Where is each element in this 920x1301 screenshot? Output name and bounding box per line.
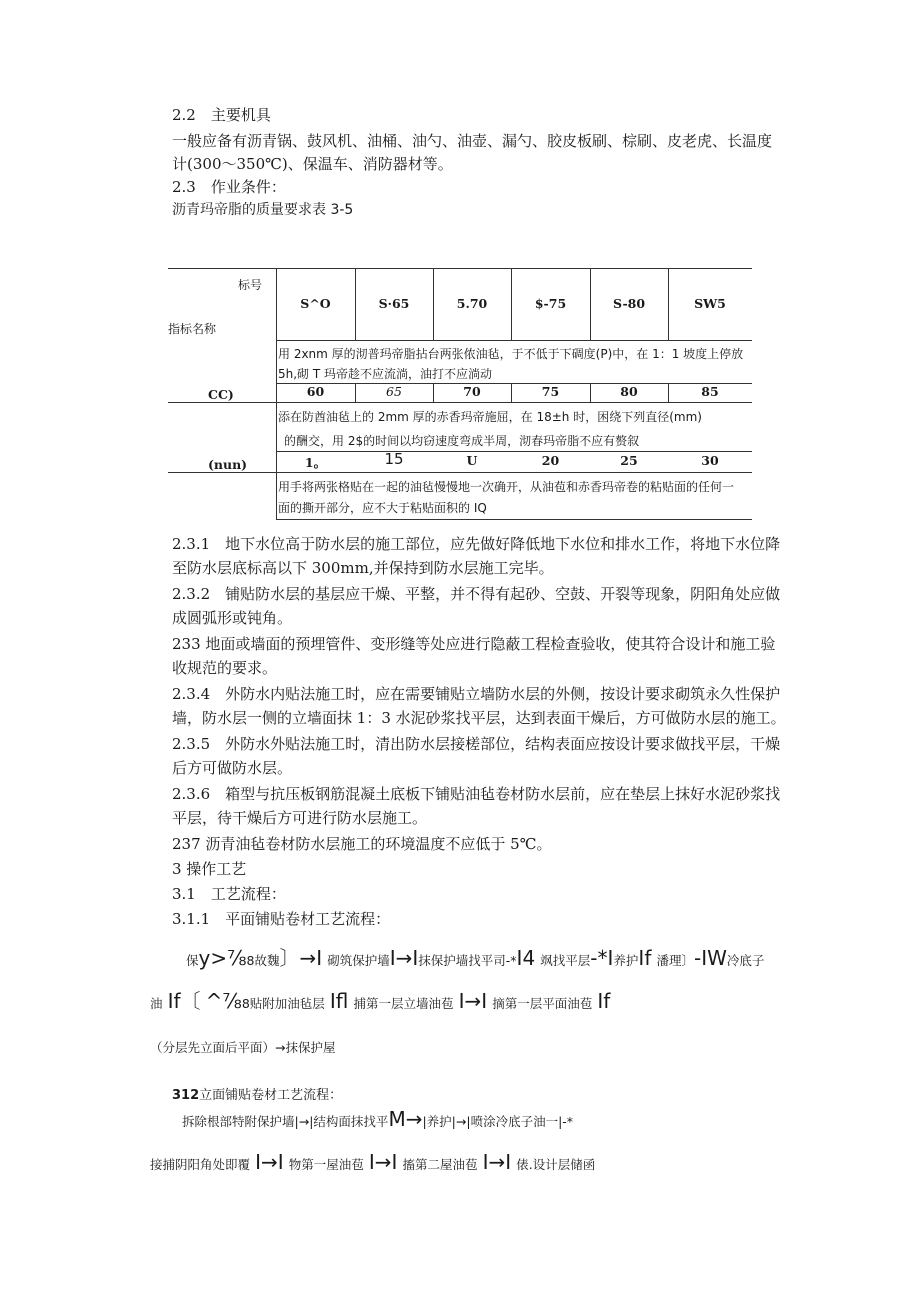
- row1-value-2: 65: [386, 384, 402, 399]
- para-2-3-3-line1: 233 地面或墙面的预埋管件、变形缝等处应进行隐蔽工程检查验收，使其符合设计和施工验: [172, 635, 776, 653]
- flow2-step-remove-wall: 拆除根部特附保护墙: [182, 1114, 295, 1129]
- flow1-step-clean: 潘理〕: [656, 953, 694, 968]
- flow2-step-level: 结构面抹找平: [313, 1114, 389, 1129]
- flow1-arrow: -*I: [590, 946, 614, 970]
- row1-description-line1: 用 2xnm 厚的沏普玛帝脂拈台两张侬油毡，于不低于下碉度(P)中，在 1：1 坡度上停放: [278, 347, 744, 361]
- flow2-row-a: [182, 1107, 573, 1131]
- flow1-step-first-wall: 捕第一层立墙油苞: [353, 996, 454, 1011]
- flow2-step-curing: |养护|: [422, 1114, 456, 1129]
- flow1-garbled: If: [597, 989, 611, 1013]
- row3-description-line2: 面的撕开部分，应不大于粘贴面积的 IQ: [278, 501, 487, 515]
- para-2-3-6-line2: 平层，待干燥后方可进行防水层施工。: [172, 809, 428, 827]
- flow2-step-design-layers: 俵.设计层储函: [516, 1157, 596, 1172]
- para-2-3-6-line1: 2.3.6 箱型与抗压板钢筋混凝土底板下铺贴油毡卷材防水层前，应在垫层上抹好水泥砂浆找: [172, 785, 781, 803]
- flow1-garbled: If: [638, 946, 652, 970]
- para-2-3-5-line2: 后方可做防水层。: [172, 759, 293, 777]
- flow1-garbled: y>⅞: [198, 946, 247, 970]
- flow1-step-curing: 养护: [613, 953, 639, 968]
- section-3-1-1-title: 3.1.1 平面铺贴卷材工艺流程：: [172, 910, 391, 928]
- flow1-arrow: I→I: [458, 989, 488, 1013]
- section-2-2-title: 2.2 主要机具: [172, 106, 271, 124]
- row1-description-line2: 5h,砌 T 玛帝趁不应流淌，油打不应淌动: [278, 367, 493, 381]
- row1-value-6: 85: [701, 384, 719, 399]
- row2-value-6: 30: [701, 453, 719, 468]
- flow2-title-number: 312: [172, 1088, 200, 1103]
- flow1-step-build-wall: 砌筑保护墙: [327, 953, 390, 968]
- row1-value-4: 75: [541, 384, 560, 399]
- row2-value-2: 15: [384, 450, 404, 468]
- flow2-arrow: |→|: [294, 1114, 314, 1129]
- row1-label: CC): [208, 387, 234, 402]
- section-2-2-line-1: 一般应备有沥青锅、鼓风机、油桶、油勺、油壶、漏勺、胶皮板刷、棕刷、皮老虎、长温度: [172, 132, 773, 150]
- flow1-step-wall-level: 抹保护墙找平司-*: [418, 953, 517, 968]
- flow1-arrow: 〕→I: [279, 946, 323, 970]
- flow2-step-corners: 接捕阴阳角处即覆: [150, 1157, 251, 1172]
- flow2-step-second-layer: 搐第二屋油苞: [402, 1157, 478, 1172]
- flow1-step-base: 8故魏: [246, 953, 280, 968]
- flow1-arrow: I→I: [389, 946, 419, 970]
- header-col-2: S·65: [378, 296, 410, 311]
- para-2-3-4-line1: 2.3.4 外防水内贴法施工时，应在需要铺贴立墙防水层的外侧，按设计要求砌筑永久性保护: [172, 685, 781, 703]
- flow1-step-first-plane: 摘第一层平面油苞: [492, 996, 593, 1011]
- flow1-garbled: If〔: [167, 989, 201, 1013]
- flow1-step-extra-layer: 8贴附加油毡层: [241, 996, 325, 1011]
- flow1-step-primer: 冷底子: [726, 953, 765, 968]
- flow1-step-text: 保: [186, 953, 199, 968]
- flow2-step-first-layer: 物第一屋油苞: [288, 1157, 364, 1172]
- flow1-step-level-layer: 飒找平层: [540, 953, 591, 968]
- para-2-3-4-line2: 墙，防水层一侧的立墙面抹 1：3 水泥砂浆找平层，达到表面干燥后，方可做防水层的施工。: [172, 709, 786, 727]
- row3-description-line1: 用手将两张格贴在一起的油毡慢慢地一次确开，从油苞和赤香玛帝卷的粘贴面的任何一: [278, 480, 735, 494]
- quality-requirements-table: [168, 268, 752, 520]
- row2-value-5: 25: [620, 453, 638, 468]
- header-col-5: S-80: [612, 296, 646, 311]
- flow2-row-b: [150, 1150, 595, 1174]
- flow1-step-oil: 油: [150, 996, 163, 1011]
- para-2-3-1-line1: 2.3.1 地下水位高于防水层的施工部位，应先做好降低地下水位和排水工作，将地下水位降: [172, 535, 781, 553]
- para-2-3-3-line2: 收规范的要求。: [172, 659, 278, 677]
- flow2-arrow: I→I: [482, 1150, 512, 1174]
- section-3-1-title: 3.1 工艺流程：: [172, 885, 286, 903]
- row2-description-line1: 添在防酋油毡上的 2mm 厚的赤香玛帝施屈，在 18±h 时，困绕下列直径(mm): [278, 410, 702, 424]
- flow1-garbled: Ifl: [329, 989, 349, 1013]
- row2-value-4: 20: [541, 453, 560, 468]
- section-2-3-title: 2.3 作业条件：: [172, 178, 286, 196]
- header-col-1: S^O: [300, 296, 331, 311]
- para-2-3-5-line1: 2.3.5 外防水外贴法施工时，清出防水层接槎部位，结构表面应按设计要求做找平层，干燥: [172, 735, 781, 753]
- section-2-2-line-2: 计(300～350℃)、保温车、消防器材等。: [172, 155, 453, 173]
- header-col-6: SW5: [694, 296, 726, 311]
- row2-description-line2: 的酬交，用 2$的时间以均窃速度弯成半周，沏春玛帝脂不应有赘叙: [284, 434, 640, 448]
- flow2-garbled: M→: [388, 1107, 423, 1131]
- header-col-3: 5.70: [456, 296, 488, 311]
- flow1-row-c: （分层先立面后平面）→抹保护屋: [150, 1040, 336, 1055]
- para-2-3-2-line1: 2.3.2 铺贴防水层的基层应干燥、平整，并不得有起砂、空鼓、开裂等现象，阴阳角处应做: [172, 585, 781, 603]
- row1-value-5: 80: [620, 384, 638, 399]
- corner-label-grade: 标号: [238, 278, 263, 292]
- flow2-arrow: I→I: [255, 1150, 284, 1174]
- para-2-3-2-line2: 成圆弧形或钝角。: [172, 609, 293, 627]
- para-2-3-1-line2: 至防水层底标高以下 300mm,并保持到防水层施工完毕。: [172, 559, 554, 577]
- flow2-arrow: →|: [455, 1114, 471, 1129]
- section-3-title: 3 操作工艺: [172, 860, 247, 878]
- flow2-title-text: 立面铺贴卷材工艺流程：: [199, 1088, 343, 1103]
- para-2-3-7: 237 沥青油毡卷材防水层施工的环境温度不应低于 5℃。: [172, 835, 552, 853]
- flow2-step-primer: 喷涂冷底子油一|-*: [470, 1114, 574, 1129]
- table-caption: 沥青玛帝脂的质量要求表 3-5: [172, 202, 354, 218]
- row2-value-3: U: [466, 453, 478, 468]
- flow2-arrow: I→I: [368, 1150, 398, 1174]
- corner-label-indicator: 指标名称: [168, 322, 217, 336]
- row1-value-1: 60: [306, 384, 325, 399]
- flow2-title: [172, 1084, 342, 1103]
- flow1-row-a: [186, 942, 764, 971]
- flow1-garbled: I4: [516, 946, 536, 970]
- flow1-garbled: -IW: [693, 946, 727, 970]
- flow1-garbled: ^⅞: [205, 989, 242, 1013]
- row2-value-1: 1。: [304, 455, 327, 470]
- row1-value-3: 70: [463, 384, 481, 399]
- header-col-4: $-75: [534, 296, 567, 311]
- row2-label: (nun): [208, 457, 248, 472]
- flow1-row-b: [150, 985, 610, 1014]
